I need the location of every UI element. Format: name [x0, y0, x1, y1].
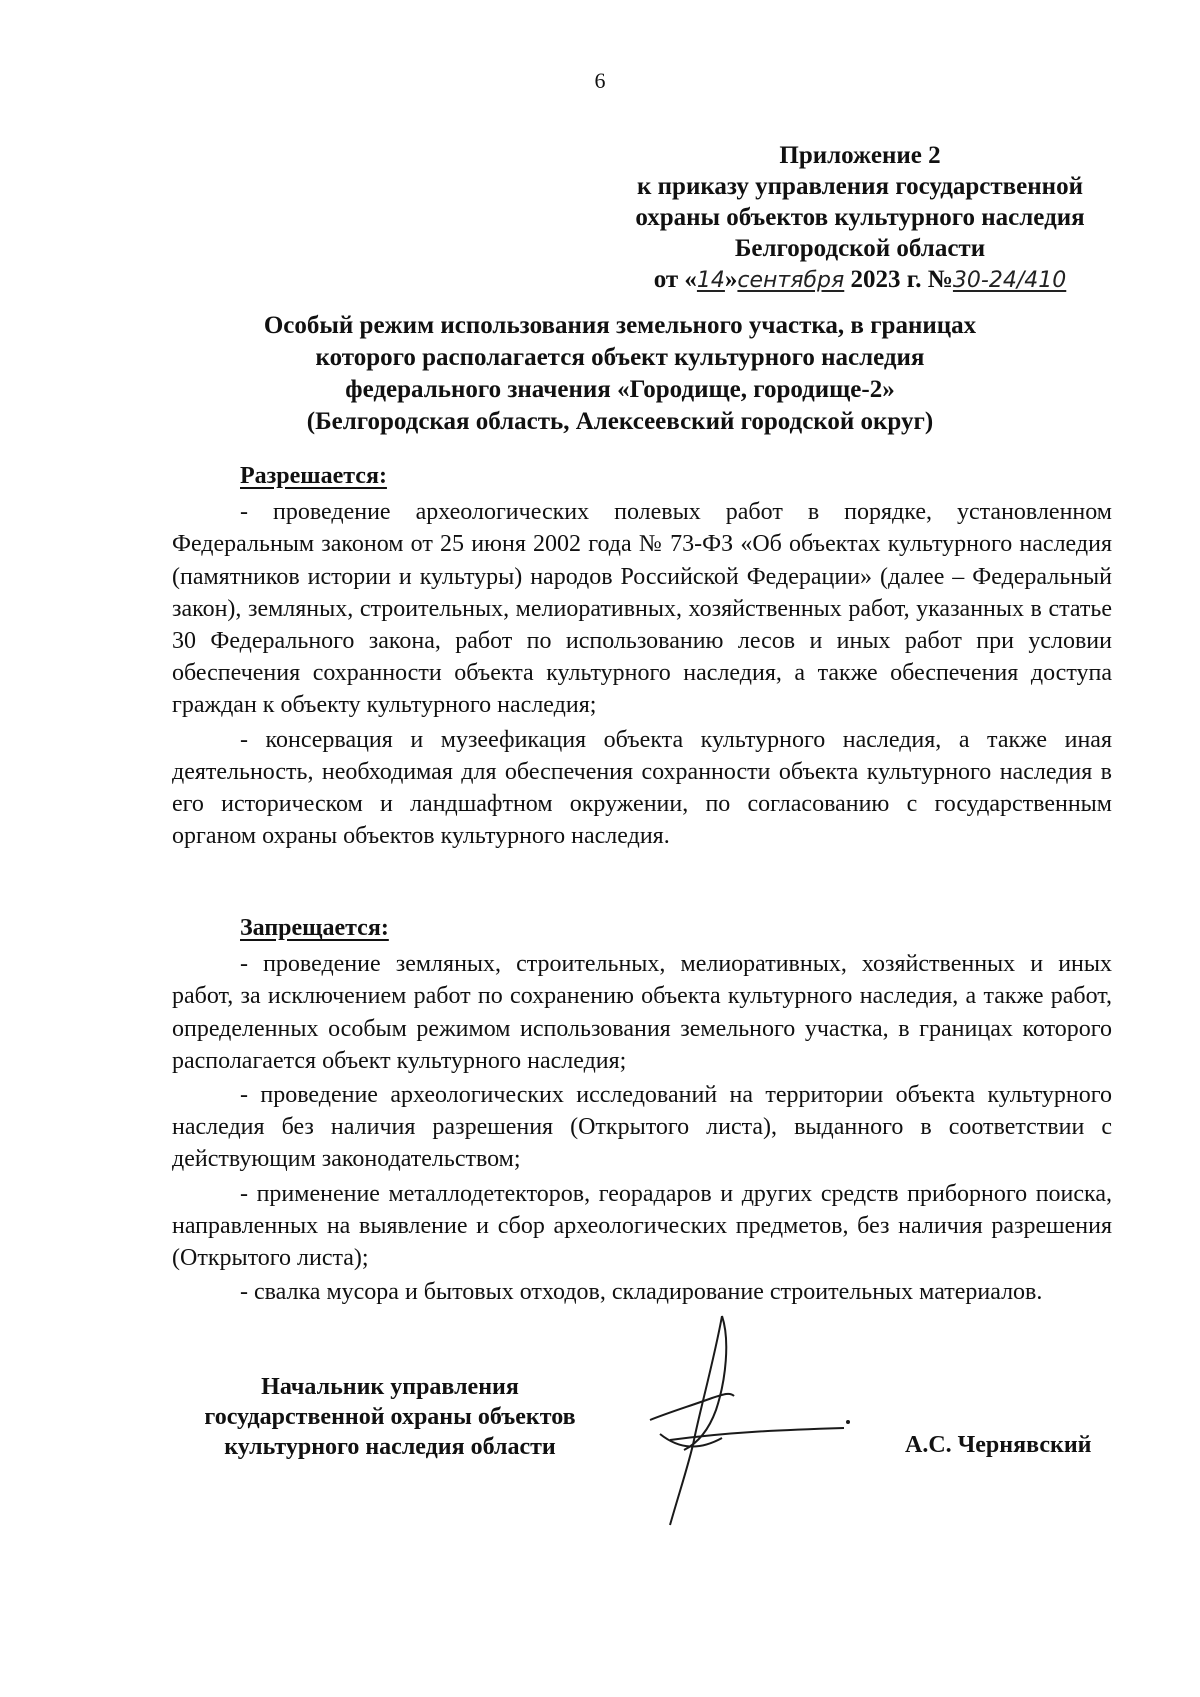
order-date-line — [600, 264, 1120, 296]
forbidden-item: - применение металлодетекторов, георадаров и других средств приборного поиска, направленных на выявление и сбор археологических предметов, без наличия разрешения (Открытого листа); — [172, 1180, 1112, 1272]
allowed-item: - проведение археологических полевых работ в порядке, установленном Федеральным законом от 25 июня 2002 года № 73-ФЗ «Об объектах культурного наследия (памятников истории и культуры) народов Российской Федерации» (далее – Федеральный закон), земляных, строительных, мелиоративных, хозяйственных работ, указанных в статье 30 Федерального закона, работ по использованию лесов и иных работ при условии обеспечения сохранности объекта культурного наследия, а также обеспечения доступа граждан к объекту культурного наследия; — [172, 499, 1112, 719]
title-line-3: федерального значения «Городище, городище-2» — [345, 376, 895, 403]
title-line-4: (Белгородская область, Алексеевский городской округ) — [306, 408, 934, 435]
signatory-line-2: государственной охраны объектов — [204, 1404, 576, 1430]
title-line-1: Особый режим использования земельного участка, в границах — [263, 312, 977, 339]
handwritten-signature-icon — [630, 1300, 860, 1530]
forbidden-item: - проведение земляных, строительных, мелиоративных, хозяйственных и иных работ, за исключением работ по сохранению объекта культурного наследия, а также работ, определенных особым режимом использования земельного участка, в границах которого располагается объект культурного наследия; — [172, 951, 1112, 1074]
allowed-heading: Разрешается: — [240, 463, 387, 489]
signatory-name: А.С. Чернявский — [905, 1432, 1092, 1458]
signatory-line-1: Начальник управления — [261, 1374, 519, 1400]
appendix-line-2: к приказу управления государственной — [636, 173, 1083, 200]
appendix-line-4: Белгородской области — [734, 235, 986, 262]
date-year: 2023 г. № — [850, 266, 953, 293]
appendix-line-3: охраны объектов культурного наследия — [635, 204, 1085, 231]
signatory-line-3: культурного наследия области — [224, 1434, 556, 1460]
allowed-section — [172, 460, 1112, 854]
forbidden-heading: Запрещается: — [240, 915, 389, 941]
date-prefix: от « — [653, 266, 697, 293]
forbidden-item: - проведение археологических исследований на территории объекта культурного наследия без наличия разрешения (Открытого листа), выданного в соответствии с действующим законодательством; — [172, 1082, 1112, 1173]
page-number: 6 — [594, 68, 606, 93]
title-line-2: которого располагается объект культурного наследия — [315, 344, 925, 371]
forbidden-section — [172, 912, 1112, 1310]
appendix-header — [600, 140, 1120, 296]
document-title — [200, 310, 1040, 438]
order-number-handwritten: 30-24/410 — [952, 268, 1067, 293]
date-mid: » — [724, 266, 738, 293]
signatory-position — [150, 1372, 630, 1462]
forbidden-item: - свалка мусора и бытовых отходов, складирование строительных материалов. — [240, 1279, 1043, 1306]
date-day-handwritten: 14 — [696, 268, 725, 293]
date-month-handwritten: сентября — [737, 268, 845, 293]
allowed-item: - консервация и музеефикация объекта культурного наследия, а также иная деятельность, необходимая для обеспечения сохранности объекта культурного наследия в его историческом и ландшафтном окружении, по согласованию с государственным органом охраны объектов культурного наследия. — [172, 726, 1112, 850]
appendix-title: Приложение 2 — [779, 142, 941, 169]
